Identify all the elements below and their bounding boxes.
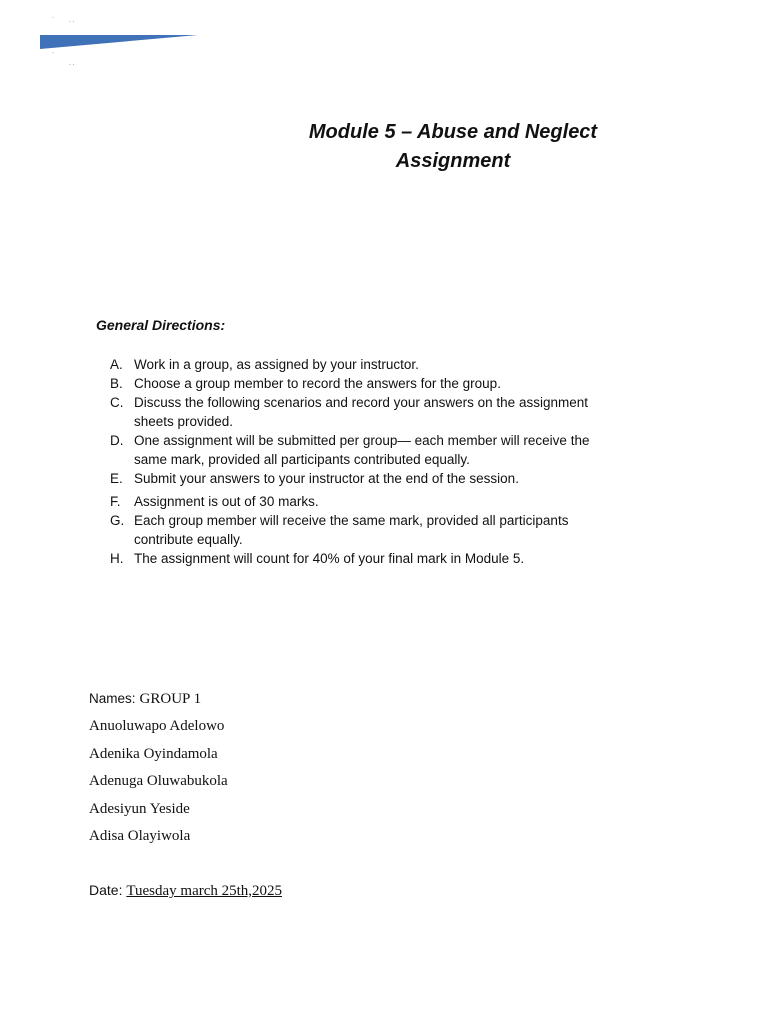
blue-wedge-shape [40,35,198,49]
list-item [110,431,620,469]
list-item-text: One assignment will be submitted per group— each member will receive the same mark, provided all participants contributed equally. [134,433,590,467]
list-marker: F. [110,494,121,509]
list-item-text: Assignment is out of 30 marks. [134,494,319,509]
member-name: Adenuga Oluwabukola [89,773,228,790]
list-item [110,549,620,568]
member-name: Adenika Oyindamola [89,745,218,762]
general-directions-heading: General Directions: [96,317,226,333]
date-label: Date: [89,882,123,898]
group-name: GROUP 1 [139,691,202,707]
dot-mark: · · [69,19,75,25]
list-item-text: Each group member will receive the same mark, provided all participants contribute equally. [134,513,569,547]
directions-list [110,355,620,568]
date-line [89,882,282,900]
list-marker: G. [110,513,125,528]
names-header-row [89,688,489,715]
list-marker: A. [110,357,123,372]
list-item-text: Discuss the following scenarios and record your answers on the assignment sheets provided. [134,395,588,429]
list-marker: H. [110,551,124,566]
names-section [89,688,489,852]
list-item-text: Submit your answers to your instructor at the end of the session. [134,471,519,486]
dot-mark: · [52,50,54,56]
list-item-text: The assignment will count for 40% of your final mark in Module 5. [134,551,525,566]
list-item-text: Choose a group member to record the answers for the group. [134,376,501,391]
title-line-2: Assignment [395,150,511,172]
member-name: Anuoluwapo Adelowo [89,718,225,735]
date-value: Tuesday march 25th,2025 [126,883,283,899]
header-banner-graphic [40,34,198,50]
list-item [110,374,620,393]
title-line-1: Module 5 – Abuse and Neglect [308,121,598,143]
list-item [110,511,620,549]
list-marker: B. [110,376,123,391]
list-item [110,355,620,374]
dot-mark: · [52,15,54,21]
dot-mark: · · [69,62,75,68]
list-marker: E. [110,471,123,486]
list-marker: C. [110,395,124,410]
list-marker: D. [110,433,124,448]
list-item-text: Work in a group, as assigned by your instructor. [134,357,419,372]
member-name: Adesiyun Yeside [89,800,190,817]
list-item [110,492,620,511]
list-item [110,393,620,431]
list-item [110,469,620,488]
member-name: Adisa Olayiwola [89,827,191,844]
names-label: Names: [89,691,136,706]
document-title [300,118,606,176]
